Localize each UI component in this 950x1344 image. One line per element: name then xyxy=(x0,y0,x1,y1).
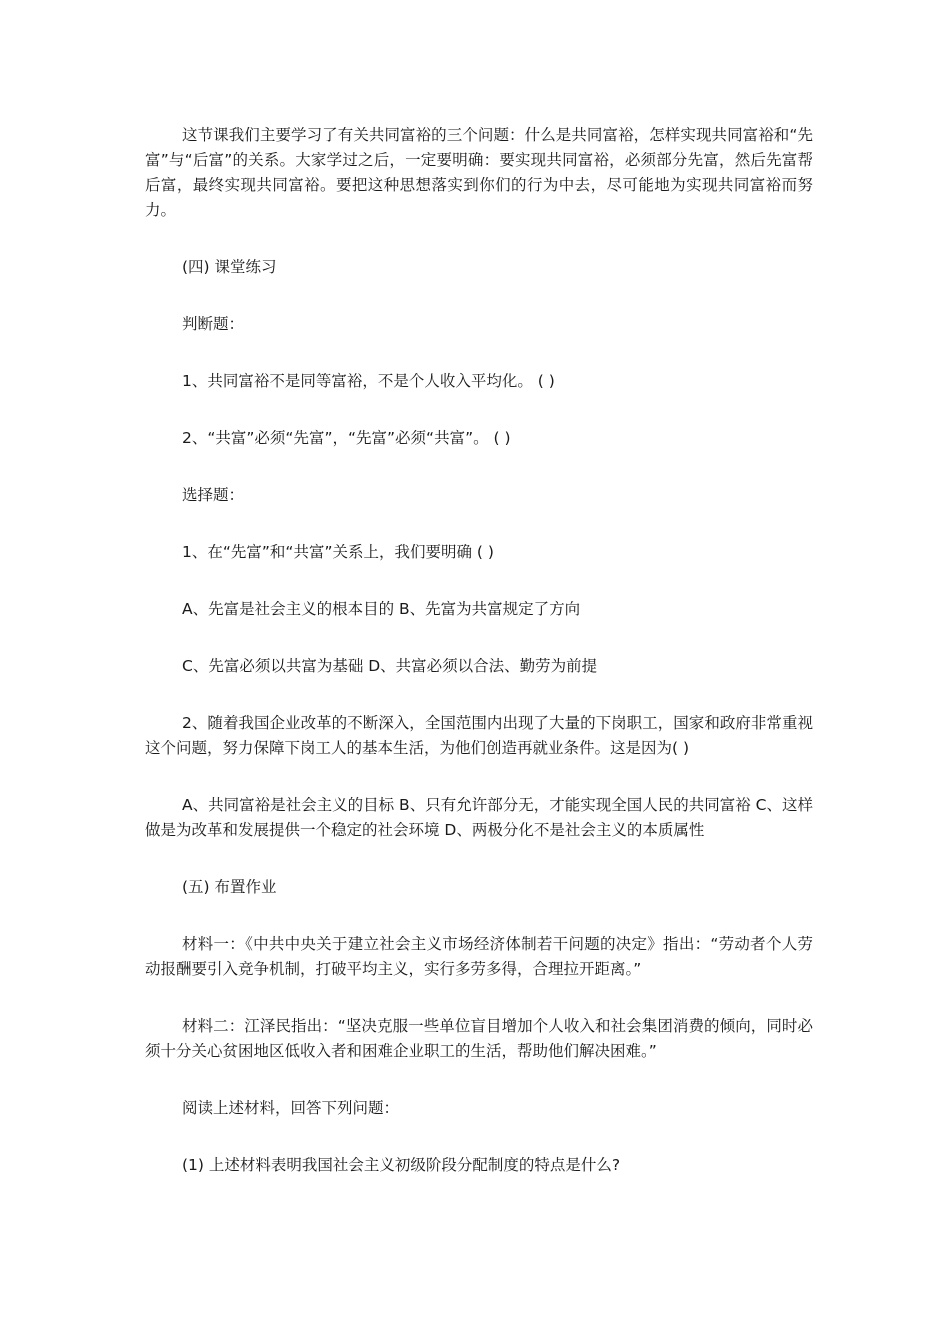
multiple-choice-heading: 选择题： xyxy=(182,486,245,504)
material-one: 材料一：《中共中央关于建立社会主义市场经济体制若干问题的决定》指出：“劳动者个人劳动报酬要引入竞争机制，打破平均主义，实行多劳多得，合理拉开距离。” xyxy=(145,935,813,978)
choice-question-2-options: A、共同富裕是社会主义的目标 B、只有允许部分无，才能实现全国人民的共同富裕 C、这样做是为改革和发展提供一个稳定的社会环境 D、两极分化不是社会主义的本质属性 xyxy=(145,796,813,839)
true-false-heading: 判断题： xyxy=(182,315,245,333)
choice-question-2: 2、随着我国企业改革的不断深入，全国范围内出现了大量的下岗职工，国家和政府非常重视这个问题，努力保障下岗工人的基本生活，为他们创造再就业条件。这是因为( ) xyxy=(145,714,813,757)
document-page xyxy=(145,123,813,1178)
section-heading-classroom-exercise: (四) 课堂练习 xyxy=(182,258,277,276)
choice-question-1-options-cd: C、先富必须以共富为基础 D、共富必须以合法、勤劳为前提 xyxy=(182,657,598,675)
summary-paragraph: 这节课我们主要学习了有关共同富裕的三个问题：什么是共同富裕，怎样实现共同富裕和“先富”与“后富”的关系。大家学过之后，一定要明确：要实现共同富裕，必须部分先富，然后先富帮后富，最终实现共同富裕。要把这种思想落实到你们的行为中去，尽可能地为实现共同富裕而努力。 xyxy=(145,126,813,219)
material-two: 材料二：江泽民指出：“坚决克服一些单位盲目增加个人收入和社会集团消费的倾向，同时必须十分关心贫困地区低收入者和困难企业职工的生活，帮助他们解决困难。” xyxy=(145,1017,813,1060)
choice-question-1-options-ab: A、先富是社会主义的根本目的 B、先富为共富规定了方向 xyxy=(182,600,581,618)
reading-instruction: 阅读上述材料，回答下列问题： xyxy=(182,1099,400,1117)
section-heading-homework: (五) 布置作业 xyxy=(182,878,277,896)
homework-question-1: (1) 上述材料表明我国社会主义初级阶段分配制度的特点是什么? xyxy=(182,1156,621,1174)
true-false-question-2: 2、“共富”必须“先富”，“先富”必须“共富”。 ( ) xyxy=(182,429,511,447)
true-false-question-1: 1、共同富裕不是同等富裕，不是个人收入平均化。 ( ) xyxy=(182,372,555,390)
choice-question-1: 1、在“先富”和“共富”关系上，我们要明确 ( ) xyxy=(182,543,494,561)
